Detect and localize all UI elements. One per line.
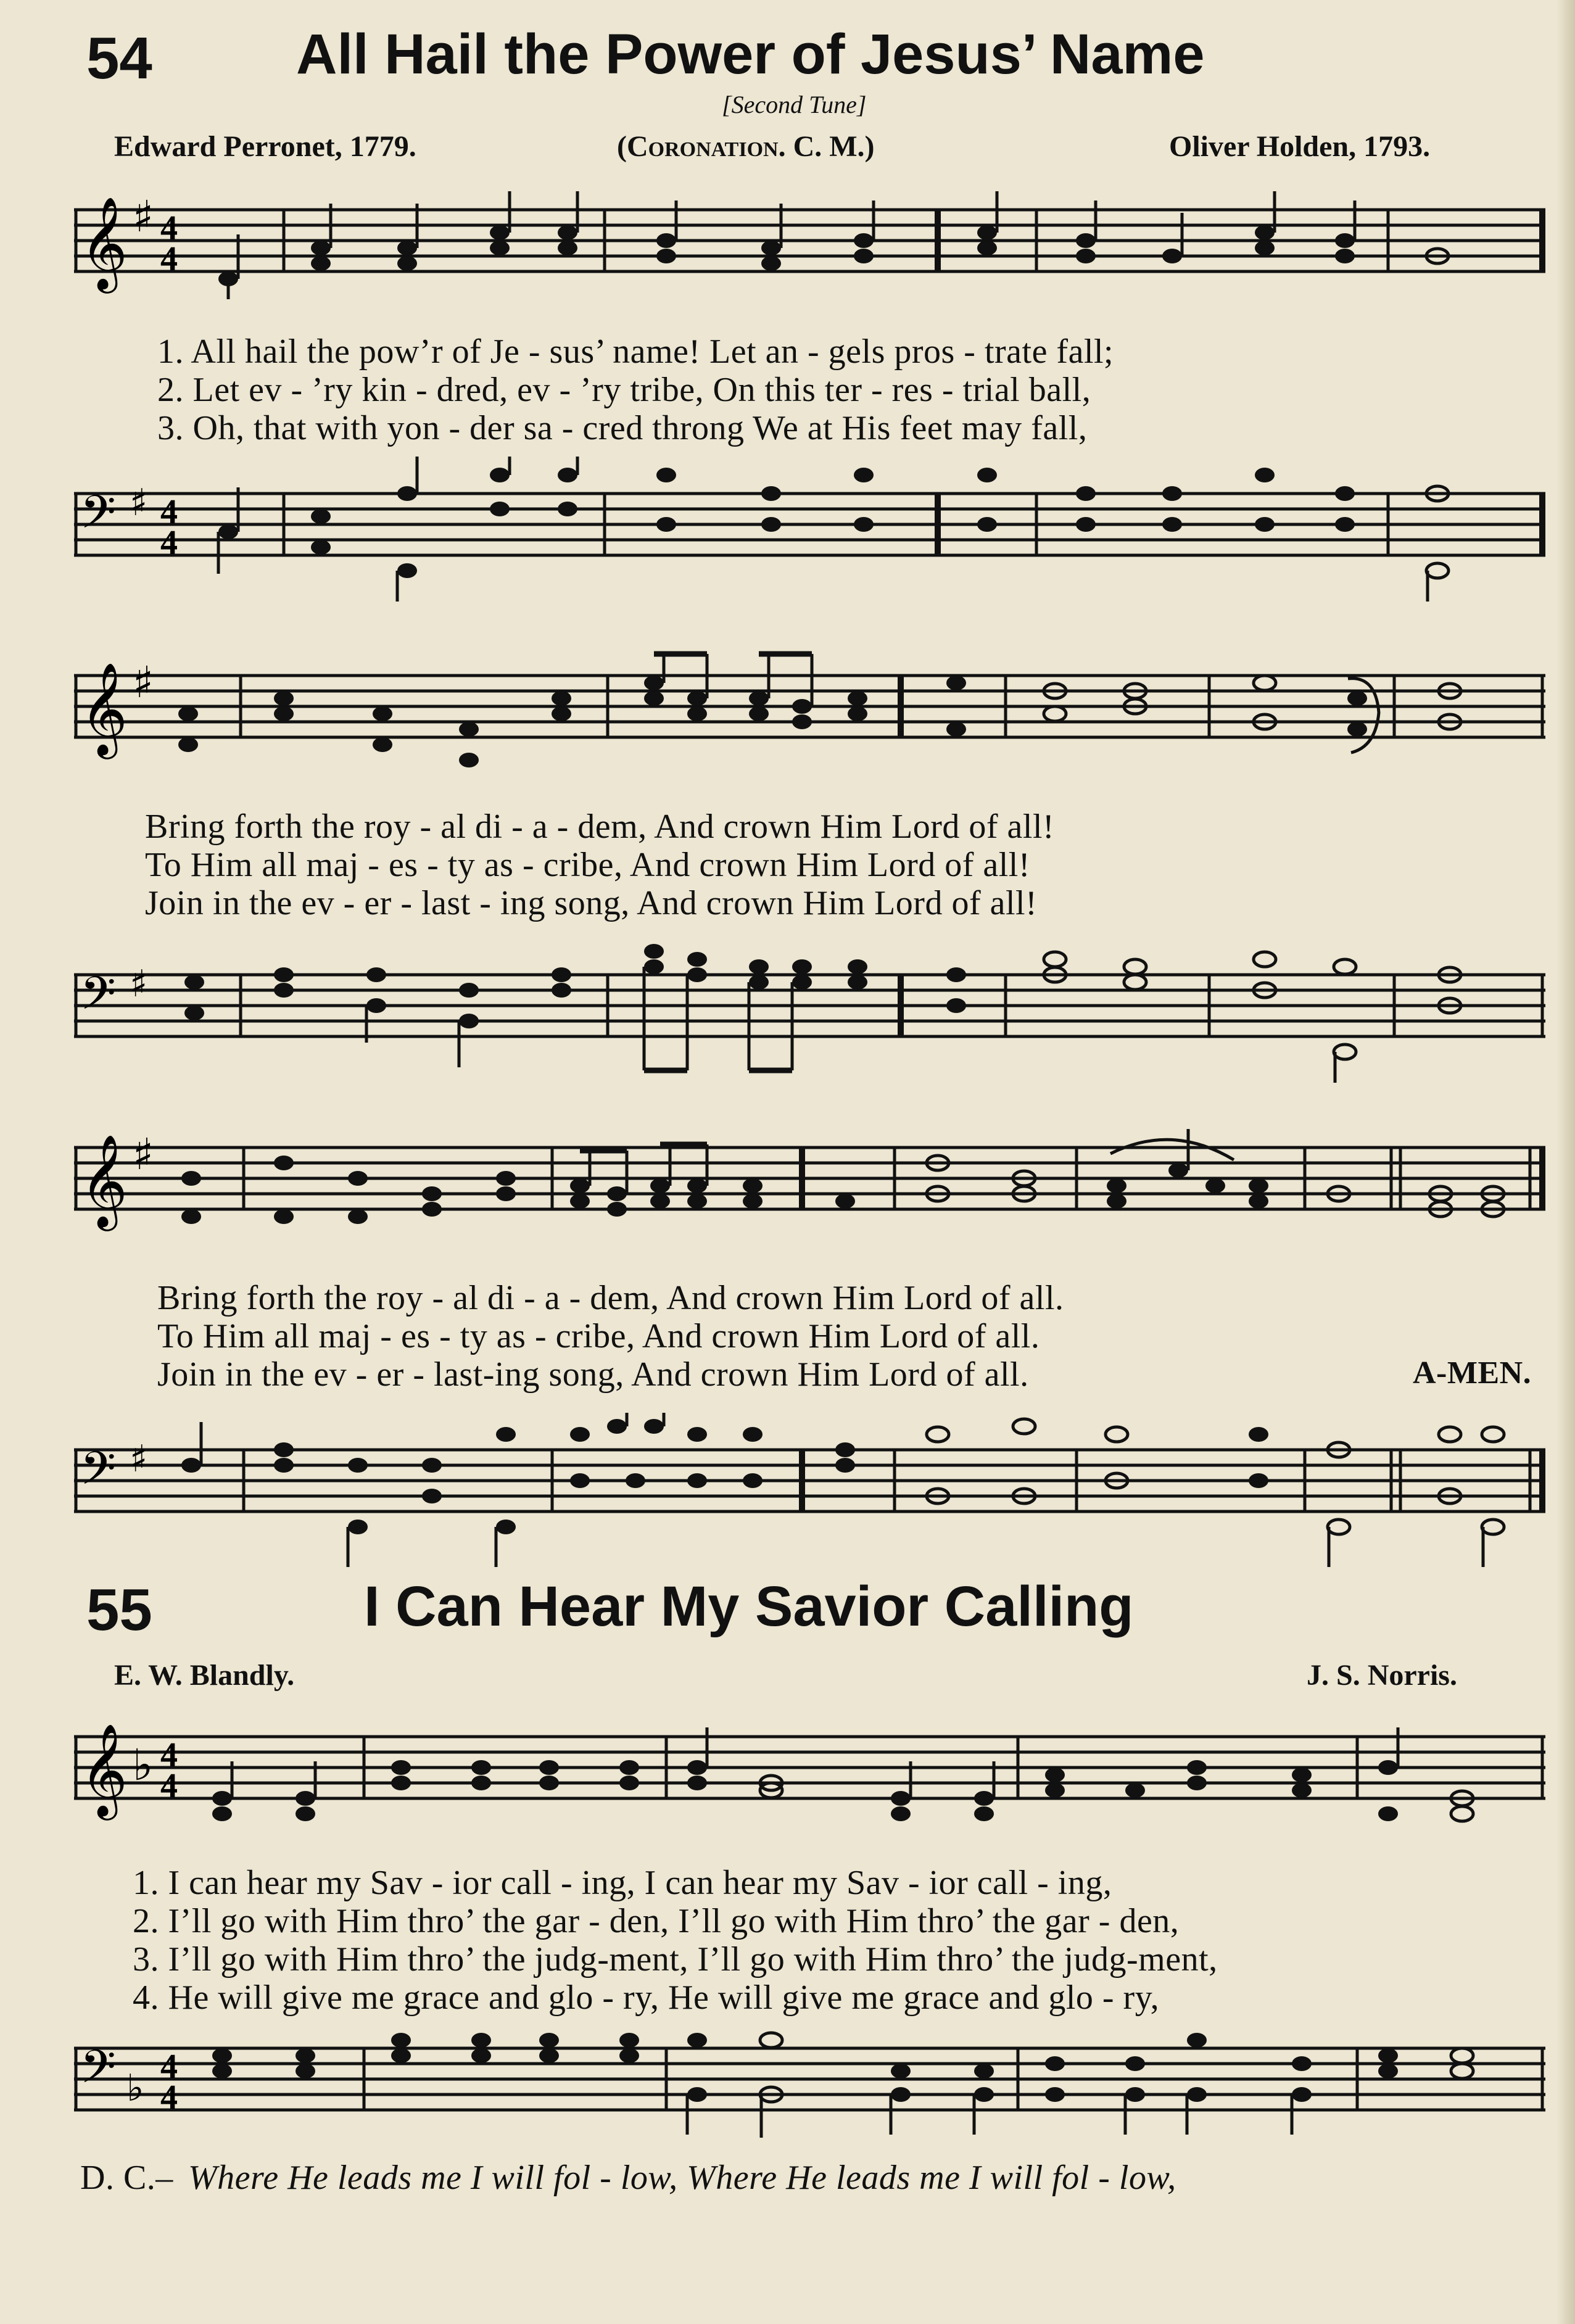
lyricist-credit: Edward Perronet, 1779. xyxy=(114,130,416,163)
lyric-verse-2: 2. Let ev - ’ry kin - dred, ev - ’ry tribe, On this ter - res - trial ball, xyxy=(157,371,1091,409)
svg-text:4: 4 xyxy=(160,1736,178,1774)
svg-text:♭: ♭ xyxy=(133,1740,154,1790)
svg-text:♭: ♭ xyxy=(126,2067,144,2110)
hymn-number: 54 xyxy=(86,25,152,91)
svg-text:4: 4 xyxy=(160,2048,178,2086)
lyric-verse-3: Join in the ev - er - last - ing song, And crown Him Lord of all! xyxy=(145,884,1038,922)
dc-label: D. C.– xyxy=(80,2159,173,2197)
svg-text:♯: ♯ xyxy=(130,481,148,524)
treble-staff xyxy=(74,1123,1545,1246)
svg-text:4: 4 xyxy=(160,240,178,278)
lyric-verse-1: 1. I can hear my Sav - ior call - ing, I can hear my Sav - ior call - ing, xyxy=(133,1864,1112,1902)
bass-staff xyxy=(74,938,1545,1086)
lyric-verse-1: 1. All hail the pow’r of Je - sus’ name! Let an - gels pros - trate fall; xyxy=(157,333,1114,371)
hymn-title: All Hail the Power of Jesus’ Name xyxy=(296,23,1205,86)
svg-text:𝄞: 𝄞 xyxy=(80,196,128,289)
svg-text:4: 4 xyxy=(160,524,178,562)
composer-credit: J. S. Norris. xyxy=(1307,1659,1457,1692)
svg-text:𝄢: 𝄢 xyxy=(80,967,116,1032)
bass-staff xyxy=(74,2024,1545,2165)
lyric-verse-3: Join in the ev - er - last-ing song, And crown Him Lord of all. xyxy=(157,1355,1029,1394)
hymn-title: I Can Hear My Savior Calling xyxy=(364,1575,1134,1638)
svg-text:♯: ♯ xyxy=(130,1437,148,1481)
svg-text:♯: ♯ xyxy=(133,1129,154,1180)
hymn-number: 55 xyxy=(86,1577,152,1643)
svg-text:𝄞: 𝄞 xyxy=(80,1722,128,1816)
lyric-verse-2: To Him all maj - es - ty as - cribe, And crown Him Lord of all. xyxy=(157,1317,1040,1355)
dc-lyric: Where He leads me I will fol - low, Where He leads me I will fol - low, xyxy=(188,2159,1176,2197)
svg-text:4: 4 xyxy=(160,1767,178,1805)
lyric-verse-2: To Him all maj - es - ty as - cribe, And crown Him Lord of all! xyxy=(145,846,1030,884)
treble-staff xyxy=(74,185,1545,302)
svg-text:4: 4 xyxy=(160,2078,178,2117)
svg-text:4: 4 xyxy=(160,209,178,247)
lyric-verse-2: 2. I’ll go with Him thro’ the gar - den, I’ll go with Him thro’ the gar - den, xyxy=(133,1902,1180,1940)
svg-text:𝄢: 𝄢 xyxy=(80,2040,116,2105)
svg-text:4: 4 xyxy=(160,493,178,531)
lyric-verse-3: 3. I’ll go with Him thro’ the judg-ment, I’ll go with Him thro’ the judg-ment, xyxy=(133,1940,1218,1979)
svg-text:𝄞: 𝄞 xyxy=(80,661,128,755)
lyricist-credit: E. W. Blandly. xyxy=(114,1659,295,1692)
composer-credit: Oliver Holden, 1793. xyxy=(1169,130,1431,163)
svg-text:𝄞: 𝄞 xyxy=(80,1133,128,1227)
page-edge xyxy=(1556,0,1575,2324)
amen-label: A-MEN. xyxy=(1413,1355,1532,1391)
lyric-verse-1: Bring forth the roy - al di - a - dem, And crown Him Lord of all! xyxy=(145,808,1055,846)
svg-text:𝄢: 𝄢 xyxy=(80,486,116,550)
lyric-verse-4: 4. He will give me grace and glo - ry, He will give me grace and glo - ry, xyxy=(133,1979,1160,2017)
lyric-verse-1: Bring forth the roy - al di - a - dem, And crown Him Lord of all. xyxy=(157,1279,1064,1317)
bass-staff xyxy=(74,1413,1545,1573)
svg-text:♯: ♯ xyxy=(130,962,148,1006)
svg-text:♯: ♯ xyxy=(133,191,154,242)
hymn-subtitle: [Second Tune] xyxy=(722,91,867,118)
bass-staff xyxy=(74,457,1545,605)
lyric-verse-3: 3. Oh, that with yon - der sa - cred throng We at His feet may fall, xyxy=(157,409,1088,447)
treble-staff xyxy=(74,651,1545,774)
tune-name: (Coronation. C. M.) xyxy=(617,130,875,163)
svg-text:𝄢: 𝄢 xyxy=(80,1442,116,1507)
treble-staff xyxy=(74,1712,1545,1842)
svg-text:♯: ♯ xyxy=(133,657,154,708)
